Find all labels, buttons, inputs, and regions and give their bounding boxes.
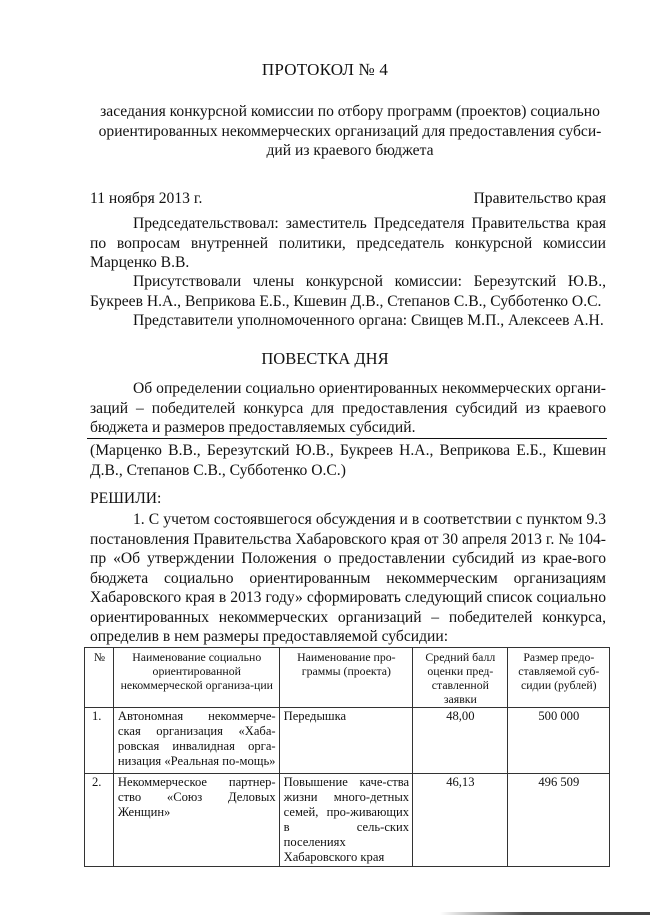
agenda-text: Об определении социально ориентированных некоммерческих органи-заций – победителей конкурса для предоставления субсидий из краевого бюджета и размеров предоставляемых субсидий. xyxy=(90,380,606,436)
representatives-text: Представители уполномоченного органа: Свищев М.П., Алексеев А.Н. xyxy=(133,312,604,329)
header-organization: Наименование социально ориентированной некоммерческой организа-ции xyxy=(113,648,279,708)
table-row xyxy=(85,708,610,774)
table-row xyxy=(85,774,610,867)
agenda-title: ПОВЕСТКА ДНЯ xyxy=(261,349,389,368)
resolved-label: РЕШИЛИ: xyxy=(90,490,162,507)
header-score: Средний балл оценки пред-ставленной заявки xyxy=(413,648,508,708)
row-amount: 496 509 xyxy=(507,774,609,867)
agenda-paragraph xyxy=(90,379,606,438)
row-organization: Автономная некоммерче-ская организация «Хаба-ровская инвалидная орга-низация «Реальная по-мощь» xyxy=(113,708,279,774)
subsidies-table xyxy=(84,647,610,867)
decision-paragraph xyxy=(90,510,606,647)
row-organization: Некоммерческое партнер-ство «Союз Деловых Женщин» xyxy=(113,774,279,867)
row-program: Передышка xyxy=(279,708,412,774)
chaired-text: Председательствовал: заместитель Председателя Правительства края по вопросам внутренней политики, председатель конкурсной комиссии Марценко В.В. xyxy=(90,215,606,271)
representatives-paragraph xyxy=(90,311,606,331)
row-program: Повышение каче-ства жизни много-детных семей, про-живающих в сель-ских поселениях Хабаровского края xyxy=(279,774,412,867)
row-number: 1. xyxy=(85,708,114,774)
decision-text: 1. С учетом состоявшегося обсуждения и в соответствии с пунктом 9.3 постановления Правительства Хабаровского края от 30 апреля 2013 г. № 104-пр «Об утверждении Положения о предоставлении субсидий из крае-вого бюджета социально ориентированным некоммерческим организациям Хабаровского края в 2013 году» сформировать следующий список социально ориентированных некоммерческих организаций – победителей конкурса, определив в нем размеры предоставляемой субсидии: xyxy=(90,511,606,645)
meeting-date: 11 ноября 2013 г. xyxy=(90,190,203,207)
chaired-paragraph xyxy=(90,214,606,273)
table-header-row xyxy=(85,648,610,708)
row-amount: 500 000 xyxy=(507,708,609,774)
row-score: 48,00 xyxy=(413,708,508,774)
agenda-speakers: (Марценко В.В., Березутский Ю.В., Букреев Н.А., Веприкова Е.Б., Кшевин Д.В., Степанов С.В., Субботенко О.С.) xyxy=(90,442,606,479)
meeting-place: Правительство края xyxy=(473,190,606,207)
present-text: Присутствовали члены конкурсной комиссии: Березутский Ю.В., Букреев Н.А., Веприкова Е.Б., Кшевин Д.В., Степанов С.В., Субботенко О.С. xyxy=(90,273,606,310)
horizontal-rule xyxy=(87,438,607,439)
header-number: № xyxy=(85,648,114,708)
row-score: 46,13 xyxy=(413,774,508,867)
protocol-title: ПРОТОКОЛ № 4 xyxy=(261,60,389,79)
protocol-subtitle: заседания конкурсной комиссии по отбору программ (проектов) социально ориентированных некоммерческих организаций для предоставления субси-дий из краевого бюджета xyxy=(98,103,602,159)
scan-edge-artifact xyxy=(440,912,650,915)
header-program: Наименование про-граммы (проекта) xyxy=(279,648,412,708)
header-amount: Размер предо-ставляемой суб-сидии (рублей) xyxy=(507,648,609,708)
present-paragraph xyxy=(90,272,606,311)
row-number: 2. xyxy=(85,774,114,867)
